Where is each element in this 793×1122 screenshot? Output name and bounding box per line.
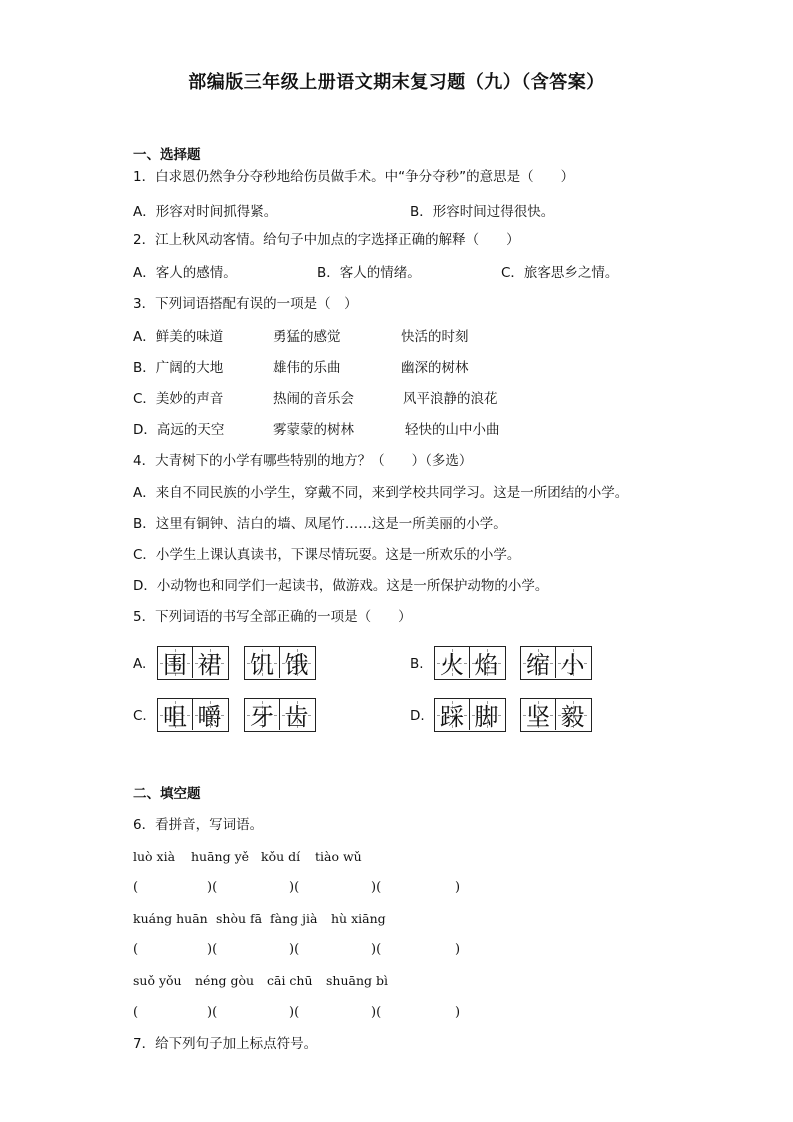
char-cell: 毅 [555, 699, 589, 730]
char-cell: 踩 [435, 699, 469, 730]
pinyin-item: néng gòu [195, 973, 255, 988]
q4-option-c: C．小学生上课认真读书，下课尽情玩耍。这是一所欢乐的小学。 [133, 547, 521, 563]
question-4: 4．大青树下的小学有哪些特别的地方？（ ）（多选） [133, 453, 473, 469]
char-cell: 嚼 [192, 699, 226, 730]
q3-row-d-col2: 雾蒙蒙的树林 [273, 422, 354, 438]
blank-paren: ( [133, 942, 139, 957]
char-cell: 小 [555, 647, 589, 678]
q5-option-b-word2 [520, 646, 592, 680]
pinyin-item: kǒu dí [261, 849, 301, 864]
char-cell: 焰 [469, 647, 503, 678]
blank-paren: ) [455, 942, 461, 957]
pinyin-item: tiào wǔ [315, 849, 362, 864]
char-cell: 饿 [279, 647, 313, 678]
q1-option-a: A．形容对时间抓得紧。 [133, 204, 278, 220]
q5-option-a-word2 [244, 646, 316, 680]
blank-paren: ) [455, 880, 461, 895]
blank-paren: ( [133, 1005, 139, 1020]
q5-option-a-word1 [157, 646, 229, 680]
char-cell: 咀 [158, 699, 192, 730]
char-cell: 围 [158, 647, 192, 678]
q5-option-c-word1 [157, 698, 229, 732]
char-cell: 坚 [521, 699, 555, 730]
q5-option-a-label: A. [133, 656, 147, 672]
question-7: 7．给下列句子加上标点符号。 [133, 1036, 318, 1052]
q4-option-d: D．小动物也和同学们一起读书，做游戏。这是一所保护动物的小学。 [133, 578, 549, 594]
pinyin-item: suǒ yǒu [133, 973, 182, 988]
blank-paren: )( [371, 942, 382, 957]
q5-option-b-word1 [434, 646, 506, 680]
char-cell: 脚 [469, 699, 503, 730]
q5-option-d-word1 [434, 698, 506, 732]
q4-option-b: B．这里有铜钟、洁白的墙、凤尾竹……这是一所美丽的小学。 [133, 516, 507, 532]
q3-row-b-col1: B．广阔的大地 [133, 360, 224, 376]
question-2: 2．江上秋风动客情。给句子中加点的字选择正确的解释（ ） [133, 232, 520, 248]
q3-row-b-col3: 幽深的树林 [401, 360, 469, 376]
char-cell: 火 [435, 647, 469, 678]
blank-paren: )( [207, 942, 218, 957]
q3-row-c-col2: 热闹的音乐会 [273, 391, 354, 407]
char-cell: 牙 [245, 699, 279, 730]
blank-paren: ) [455, 1005, 461, 1020]
question-3: 3．下列词语搭配有误的一项是（ ） [133, 296, 358, 312]
q3-row-c-col3: 风平浪静的浪花 [403, 391, 498, 407]
pinyin-item: shuāng bì [326, 973, 388, 988]
blank-paren: ( [133, 880, 139, 895]
pinyin-item: hù xiāng [331, 911, 386, 926]
blank-paren: )( [289, 880, 300, 895]
q3-row-a-col1: A．鲜美的味道 [133, 329, 224, 345]
blank-paren: )( [207, 1005, 218, 1020]
question-6: 6．看拼音，写词语。 [133, 817, 264, 833]
blank-paren: )( [371, 880, 382, 895]
char-cell: 齿 [279, 699, 313, 730]
pinyin-item: shòu fā [216, 911, 263, 926]
q5-option-d-label: D. [410, 708, 425, 724]
q2-option-b: B．客人的情绪。 [317, 265, 421, 281]
char-cell: 饥 [245, 647, 279, 678]
q3-row-b-col2: 雄伟的乐曲 [273, 360, 341, 376]
pinyin-item: kuáng huān [133, 911, 208, 926]
blank-paren: )( [207, 880, 218, 895]
q5-option-c-word2 [244, 698, 316, 732]
q2-option-c: C．旅客思乡之情。 [501, 265, 619, 281]
blank-paren: )( [289, 942, 300, 957]
pinyin-item: huāng yě [191, 849, 250, 864]
question-1: 1．白求恩仍然争分夺秒地给伤员做手术。中“争分夺秒”的意思是（ ） [133, 169, 575, 185]
char-cell: 缩 [521, 647, 555, 678]
q1-option-b: B．形容时间过得很快。 [410, 204, 555, 220]
q3-row-d-col1: D．高远的天空 [133, 422, 225, 438]
q5-option-d-word2 [520, 698, 592, 732]
blank-paren: )( [371, 1005, 382, 1020]
char-cell: 裙 [192, 647, 226, 678]
q4-option-a: A．来自不同民族的小学生，穿戴不同，来到学校共同学习。这是一所团结的小学。 [133, 485, 629, 501]
section-heading-choice: 一、选择题 [133, 147, 201, 163]
q2-option-a: A．客人的感情。 [133, 265, 237, 281]
blank-paren: )( [289, 1005, 300, 1020]
pinyin-item: luò xià [133, 849, 176, 864]
q3-row-c-col1: C．美妙的声音 [133, 391, 224, 407]
pinyin-item: cāi chū [267, 973, 313, 988]
page-title: 部编版三年级上册语文期末复习题（九）（含答案） [188, 72, 605, 93]
pinyin-item: fàng jià [270, 911, 318, 926]
q3-row-a-col3: 快活的时刻 [401, 329, 469, 345]
q3-row-a-col2: 勇猛的感觉 [273, 329, 341, 345]
q5-option-b-label: B. [410, 656, 424, 672]
question-5: 5．下列词语的书写全部正确的一项是（ ） [133, 609, 412, 625]
q5-option-c-label: C. [133, 708, 147, 724]
section-heading-fill: 二、填空题 [133, 786, 201, 802]
q3-row-d-col3: 轻快的山中小曲 [405, 422, 500, 438]
